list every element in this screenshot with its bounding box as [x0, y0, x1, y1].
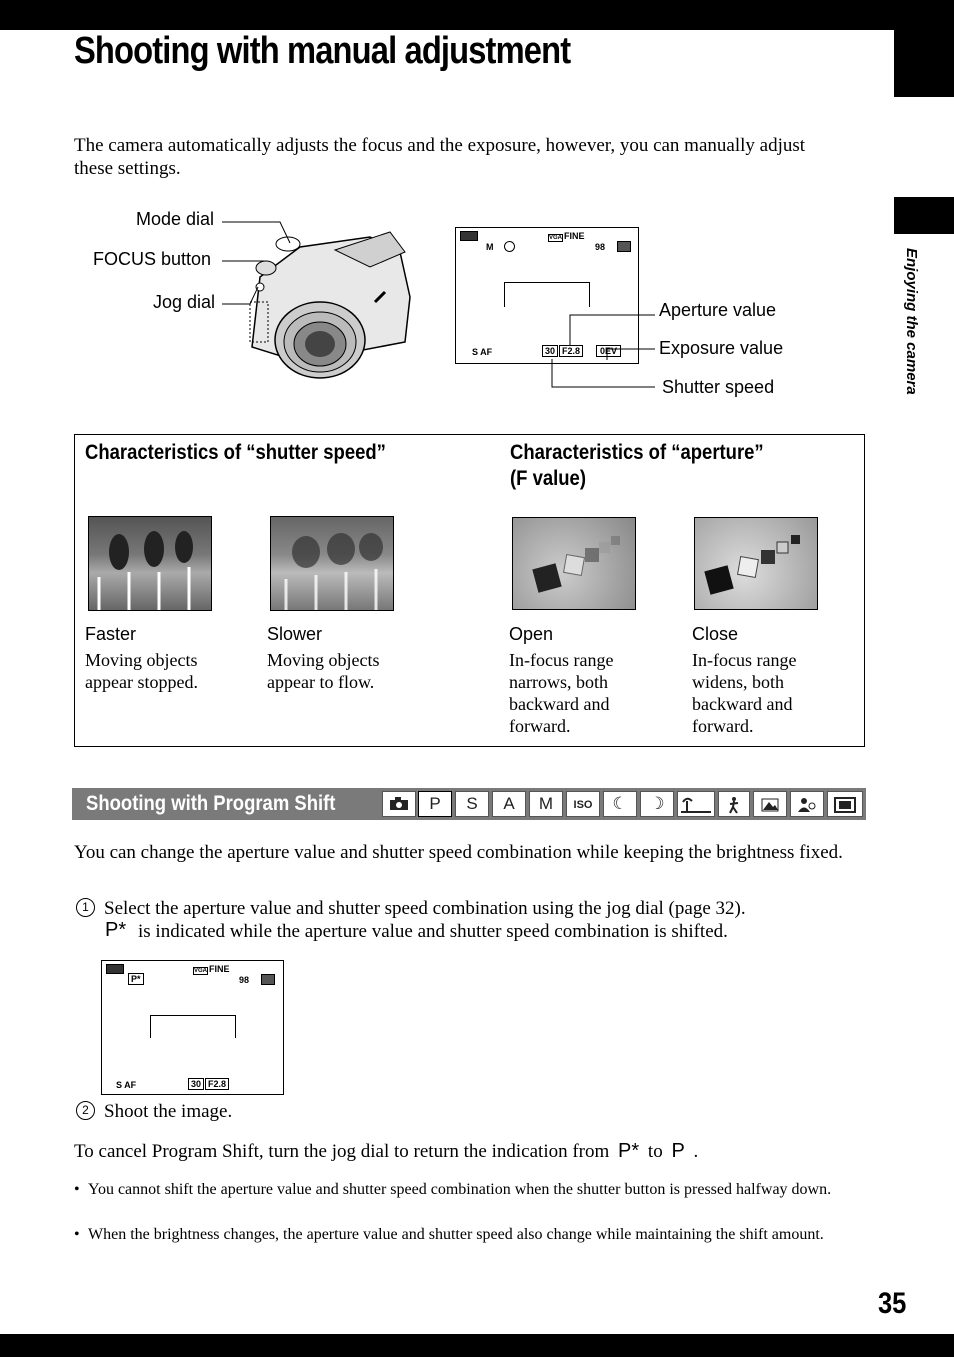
caption-faster-label: Faster — [85, 624, 137, 644]
side-tab-marker — [894, 197, 954, 234]
page-title: Shooting with manual adjustment — [74, 30, 571, 72]
program-shift-desc: You can change the aperture value and shutter speed combination while keeping the brightness fixed. — [74, 842, 843, 863]
battery-icon — [460, 231, 478, 241]
top-bar — [0, 0, 954, 30]
p-star-symbol: P* — [105, 919, 127, 941]
lcd-mode: M — [486, 242, 494, 252]
lcd-screen-shift — [101, 960, 284, 1095]
lcd-quality: FINE — [564, 231, 585, 241]
bullet-mark-1: • — [74, 1181, 80, 1198]
lcd2-quality: FINE — [209, 964, 230, 974]
caption-close-text-2: widens, both — [692, 672, 784, 692]
caption-open-text-4: forward. — [509, 716, 571, 736]
mode-s: S — [455, 791, 489, 817]
mode-auto-camera-icon — [382, 791, 416, 817]
caption-close-label: Close — [692, 624, 739, 644]
page-number: 35 — [878, 1287, 907, 1320]
caption-close-text-4: forward. — [692, 716, 754, 736]
open-photo — [512, 517, 636, 610]
lcd2-shots: 98 — [239, 975, 250, 985]
bullet-mark-2: • — [74, 1226, 80, 1243]
landscape-icon — [753, 791, 787, 817]
bullet-2: When the brightness changes, the aperture value and shutter speed also change while maintaining the shift amount. — [88, 1226, 824, 1243]
focus-button-label: FOCUS button — [93, 249, 212, 269]
caption-slower-label: Slower — [267, 624, 323, 644]
lcd-ev: 0EV — [596, 345, 621, 357]
caption-faster — [85, 624, 198, 693]
caption-open-text-2: narrows, both — [509, 672, 608, 692]
side-tab-label: Enjoying the camera — [903, 248, 920, 395]
battery-icon-2 — [106, 964, 124, 974]
shutter-heading: Characteristics of “shutter speed” — [85, 441, 386, 464]
lcd2-shutter: 30 — [188, 1078, 204, 1090]
lcd2-focus: S AF — [116, 1080, 137, 1090]
mode-p: P — [418, 791, 452, 817]
beach-icon — [677, 791, 715, 817]
intro-paragraph: The camera automatically adjusts the focus and the exposure, however, you can manually adjust these settings. — [74, 135, 806, 179]
mode-dial-label: Mode dial — [136, 209, 215, 229]
lcd-image-size: VGA — [549, 235, 563, 241]
lcd2-mode: P* — [128, 973, 144, 985]
memory-icon — [617, 241, 631, 252]
cancel-to: to — [647, 1141, 663, 1162]
caption-faster-text-1: Moving objects — [85, 650, 198, 670]
step1-number: 1 — [76, 898, 95, 917]
aperture-value-label: Aperture value — [659, 300, 777, 320]
lcd-shots: 98 — [595, 242, 606, 252]
iso-icon: ISO — [566, 791, 600, 817]
step2-text: Shoot the image. — [104, 1101, 233, 1122]
bullet-1: You cannot shift the aperture value and shutter speed combination when the shutter button is pressed halfway down. — [88, 1181, 832, 1198]
af-frame-2 — [150, 1015, 236, 1038]
mode-a: A — [492, 791, 526, 817]
exposure-value-label: Exposure value — [659, 338, 784, 358]
caption-slower-text-2: appear to flow. — [267, 672, 375, 692]
caption-open-text-3: backward and — [509, 694, 610, 714]
step2-number: 2 — [76, 1101, 95, 1120]
mode-m: M — [529, 791, 563, 817]
lcd2-aperture: F2.8 — [205, 1078, 229, 1090]
caption-open — [509, 624, 613, 737]
lcd2-image-size: VGA — [194, 968, 208, 974]
caption-close-text-3: backward and — [692, 694, 793, 714]
close-photo — [694, 517, 818, 610]
lcd-focus: S AF — [472, 347, 493, 357]
lcd-callout-lines — [540, 305, 660, 390]
step1-text: Select the aperture value and shutter speed combination using the jog dial (page 32). — [104, 898, 746, 919]
shutter-speed-label: Shutter speed — [662, 377, 775, 397]
twilight-icon: ☾ — [603, 791, 637, 817]
caption-open-text-1: In-focus range — [509, 650, 614, 670]
jog-dial-label: Jog dial — [153, 292, 216, 312]
program-shift-heading: Shooting with Program Shift — [86, 792, 336, 815]
faster-photo — [88, 516, 212, 611]
aperture-heading-line1: Characteristics of “aperture” — [510, 441, 764, 464]
sports-icon — [718, 791, 750, 817]
cancel-p-star: P* — [618, 1140, 640, 1162]
cancel-text: To cancel Program Shift, turn the jog dial to return the indication from — [74, 1141, 610, 1162]
soft-snap-icon — [790, 791, 824, 817]
af-frame — [504, 282, 590, 307]
cancel-line — [74, 1140, 698, 1163]
aperture-heading-line2: (F value) — [510, 467, 586, 490]
memory-icon-2 — [261, 974, 275, 985]
bottom-bar — [0, 1334, 954, 1357]
slower-photo — [270, 516, 394, 611]
caption-close — [692, 624, 796, 737]
lcd-shutter: 30 — [542, 345, 558, 357]
twilight-portrait-icon: ☽ — [640, 791, 674, 817]
caption-slower — [267, 624, 380, 693]
cancel-end: . — [693, 1141, 699, 1162]
movie-icon — [827, 791, 863, 817]
caption-open-label: Open — [509, 624, 554, 644]
caption-slower-text-1: Moving objects — [267, 650, 380, 670]
camera-callout-lines — [220, 215, 300, 315]
caption-faster-text-2: appear stopped. — [85, 672, 198, 692]
cancel-p: P — [671, 1140, 685, 1162]
step1-shifted-text: is indicated while the aperture value and shutter speed combination is shifted. — [138, 921, 728, 942]
caption-close-text-1: In-focus range — [692, 650, 797, 670]
corner-tab — [894, 30, 954, 97]
aperture-heading — [510, 440, 764, 492]
flash-icon — [504, 241, 515, 252]
lcd-aperture: F2.8 — [559, 345, 583, 357]
